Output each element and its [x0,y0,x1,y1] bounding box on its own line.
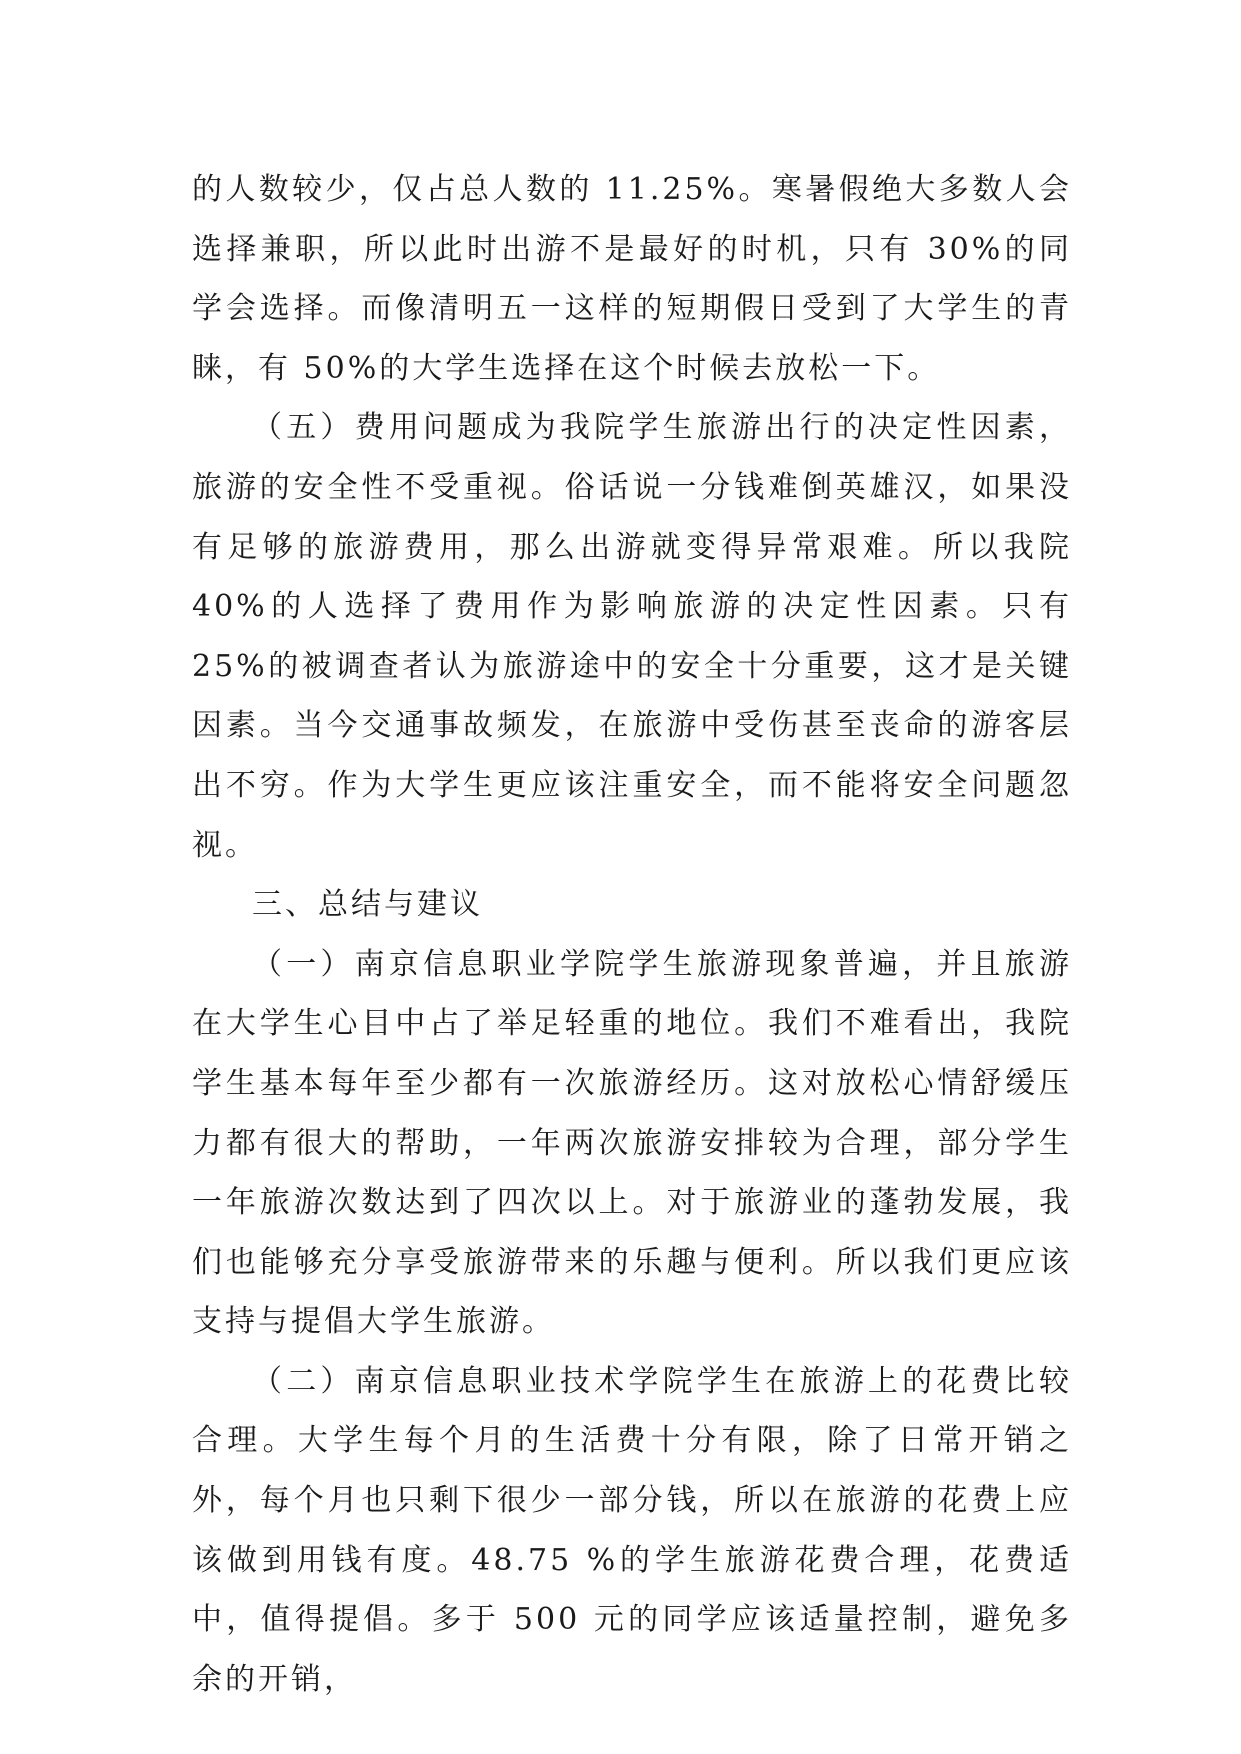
paragraph-summary-two: （二）南京信息职业技术学院学生在旅游上的花费比较合理。大学生每个月的生活费十分有限，除了日常开销之外，每个月也只剩下很少一部分钱，所以在旅游的花费上应该做到用钱有度。48.75 %的学生旅游花费合理，花费适中，值得提倡。多于 500 元的同学应该适量控制，避免多余的开销， [192,1363,1072,1697]
paragraph-summary-one: （一）南京信息职业学院学生旅游现象普遍，并且旅游在大学生心目中占了举足轻重的地位。我们不难看出，我院学生基本每年至少都有一次旅游经历。这对放松心情舒缓压力都有很大的帮助，一年两次旅游安排较为合理，部分学生一年旅游次数达到了四次以上。对于旅游业的蓬勃发展，我们也能够充分享受旅游带来的乐趣与便利。所以我们更应该支持与提倡大学生旅游。 [192,946,1072,1340]
paragraph-continuation: 的人数较少，仅占总人数的 11.25%。寒暑假绝大多数人会选择兼职，所以此时出游不是最好的时机，只有 30%的同学会选择。而像清明五一这样的短期假日受到了大学生的青睐，有 50%的大学生选择在这个时候去放松一下。 [192,172,1072,386]
body-text [192,160,1072,1709]
section-heading-summary: 三、总结与建议 [252,887,483,923]
paragraph-section-five: （五）费用问题成为我院学生旅游出行的决定性因素，旅游的安全性不受重视。俗话说一分钱难倒英雄汉，如果没有足够的旅游费用，那么出游就变得异常艰难。所以我院 40%的人选择了费用作为影响旅游的决定性因素。只有 25%的被调查者认为旅游途中的安全十分重要，这才是关键因素。当今交通事故频发，在旅游中受伤甚至丧命的游客层出不穷。作为大学生更应该注重安全，而不能将安全问题忽视。 [192,410,1072,863]
